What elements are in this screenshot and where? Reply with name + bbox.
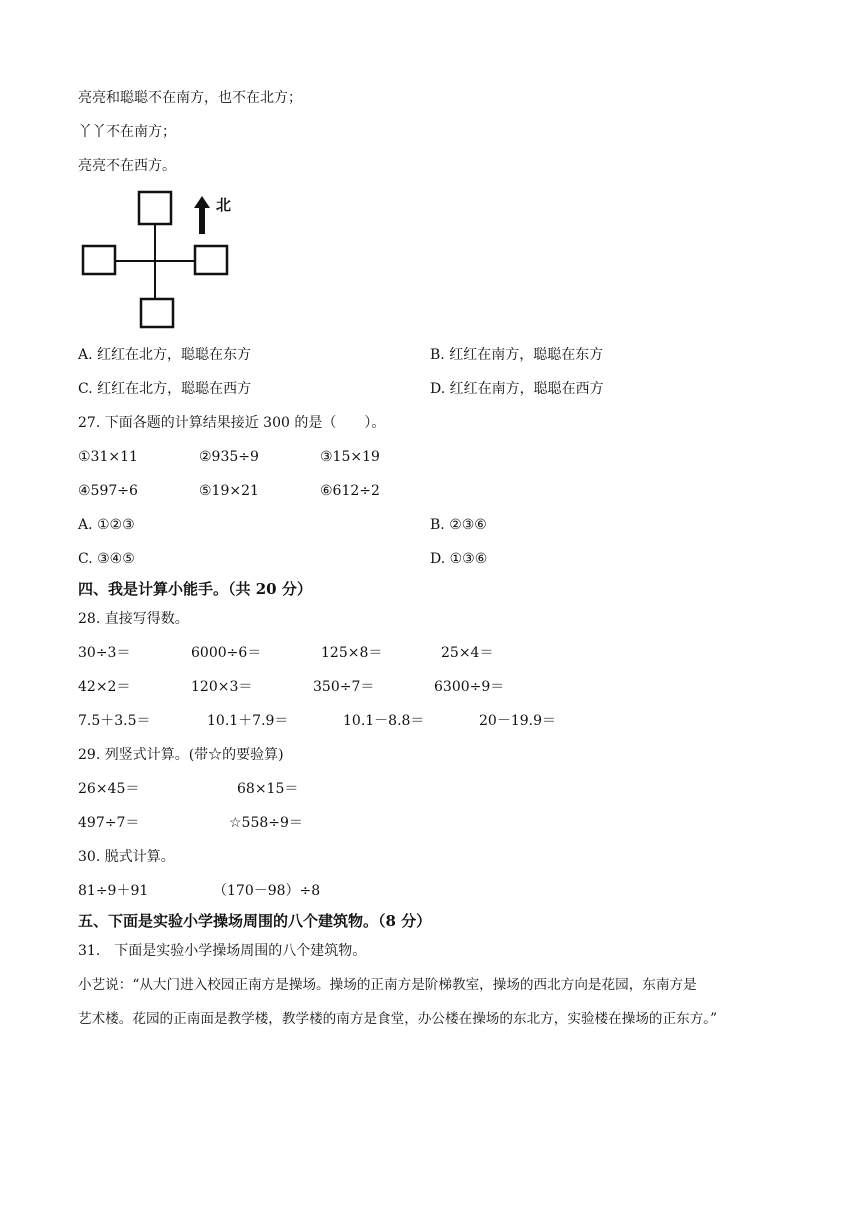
q27-item: ④597÷6	[78, 483, 138, 499]
q27-option-d[interactable]: D. ①③⑥	[430, 551, 488, 567]
section-5-heading: 五、下面是实验小学操场周围的八个建筑物。（8 分）	[78, 912, 432, 930]
option-d[interactable]: D. 红红在南方，聪聪在西方	[430, 381, 604, 397]
south-box	[141, 299, 173, 327]
q28-problem: 350÷7＝	[313, 679, 375, 695]
direction-diagram	[78, 186, 248, 332]
q27-item: ⑤19×21	[199, 483, 259, 499]
q27-item: ①31×11	[78, 449, 138, 465]
question-28-stem: 28. 直接写得数。	[78, 611, 189, 627]
q28-problem: 25×4＝	[441, 645, 494, 661]
question-29-stem: 29. 列竖式计算。(带☆的要验算)	[78, 747, 284, 763]
question-27-stem: 27. 下面各题的计算结果接近 300 的是（ ）。	[78, 415, 386, 431]
q27-option-c[interactable]: C. ③④⑤	[78, 551, 135, 567]
q28-problem: 10.1＋7.9＝	[207, 713, 289, 729]
q30-problem: 81÷9＋91	[78, 883, 149, 899]
q31-paragraph-line-1: 小艺说：“从大门进入校园正南方是操场。操场的正南方是阶梯教室，操场的西北方向是花园，东南方是	[78, 977, 697, 993]
q28-problem: 120×3＝	[191, 679, 253, 695]
option-c[interactable]: C. 红红在北方，聪聪在西方	[78, 381, 252, 397]
clue-3: 亮亮不在西方。	[78, 158, 176, 174]
option-a[interactable]: A. 红红在北方，聪聪在东方	[78, 347, 252, 363]
q28-problem: 6300÷9＝	[434, 679, 505, 695]
q28-problem: 10.1－8.8＝	[343, 713, 425, 729]
north-arrow-icon	[194, 196, 210, 234]
q28-problem: 7.5＋3.5＝	[78, 713, 151, 729]
clue-2: 丫丫不在南方；	[78, 124, 176, 140]
q29-problem: 26×45＝	[78, 781, 140, 797]
option-b[interactable]: B. 红红在南方，聪聪在东方	[430, 347, 604, 363]
q27-item: ②935÷9	[199, 449, 259, 465]
east-box	[195, 246, 227, 274]
clue-1: 亮亮和聪聪不在南方，也不在北方；	[78, 90, 302, 106]
west-box	[83, 246, 115, 274]
q27-option-b[interactable]: B. ②③⑥	[430, 517, 487, 533]
north-label: 北	[216, 196, 232, 214]
section-4-heading: 四、我是计算小能手。（共 20 分）	[78, 580, 312, 598]
q30-problem: （170－98）÷8	[213, 883, 321, 899]
question-30-stem: 30. 脱式计算。	[78, 849, 175, 865]
q31-paragraph-line-2: 艺术楼。花园的正南面是教学楼，教学楼的南方是食堂，办公楼在操场的东北方，实验楼在操场的正东方。”	[78, 1011, 718, 1027]
q27-item: ③15×19	[320, 449, 380, 465]
q28-problem: 6000÷6＝	[191, 645, 262, 661]
question-31-stem: 31. 下面是实验小学操场周围的八个建筑物。	[78, 943, 367, 959]
q29-problem: 68×15＝	[237, 781, 299, 797]
q28-problem: 125×8＝	[321, 645, 383, 661]
north-box	[139, 192, 171, 224]
q28-problem: 20－19.9＝	[479, 713, 556, 729]
q28-problem: 42×2＝	[78, 679, 131, 695]
q27-option-a[interactable]: A. ①②③	[78, 517, 135, 533]
q29-problem: 497÷7＝	[78, 815, 140, 831]
q29-problem: ☆558÷9＝	[229, 815, 303, 831]
q27-item: ⑥612÷2	[320, 483, 380, 499]
q28-problem: 30÷3＝	[78, 645, 131, 661]
